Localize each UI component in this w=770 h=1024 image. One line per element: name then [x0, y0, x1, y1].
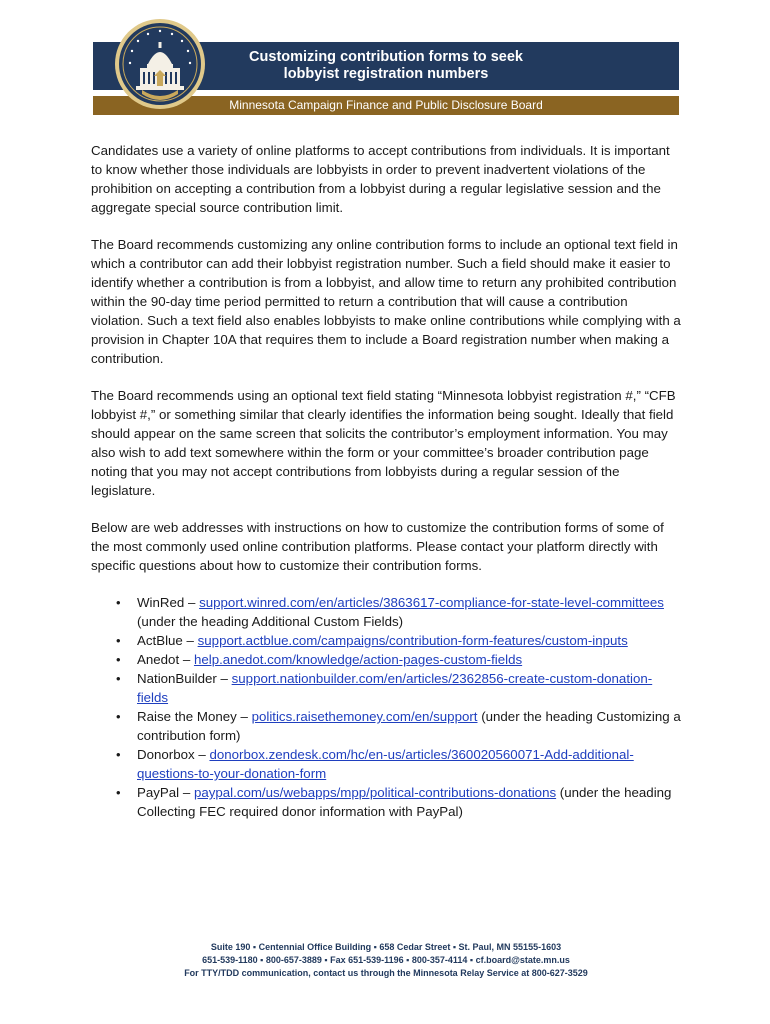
platform-name: Raise the Money [137, 709, 237, 724]
footer-contact [93, 941, 679, 980]
paypal-link[interactable]: paypal.com/us/webapps/mpp/political-contributions-donations [193, 785, 557, 800]
document-title-line2: lobbyist registration numbers [283, 66, 489, 82]
footer-phones: 651-539-1180 ▪ 800-657-3889 ▪ Fax 651-539-1196 ▪ 800-357-4114 ▪ cf.board@state.mn.us [202, 955, 570, 965]
separator: – [179, 785, 194, 800]
separator: – [184, 595, 200, 610]
raise-the-money-link[interactable]: politics.raisethemoney.com/en/support [251, 709, 478, 724]
separator: – [179, 652, 194, 667]
platform-note: (under the heading Additional Custom Fields) [137, 614, 404, 629]
platform-note: (under the heading Collecting FEC required donor information with PayPal) [137, 785, 672, 819]
actblue-link[interactable]: support.actblue.com/campaigns/contribution-form-features/custom-inputs [197, 633, 628, 648]
footer-tty: For TTY/TDD communication, contact us through the Minnesota Relay Service at 800-627-3529 [184, 968, 588, 978]
document-body [91, 141, 681, 821]
list-item-nationbuilder [91, 669, 681, 707]
platform-list [91, 593, 681, 821]
list-item-paypal [91, 783, 681, 821]
platform-name: ActBlue [137, 633, 183, 648]
list-item-raise-the-money [91, 707, 681, 745]
nationbuilder-link[interactable]: support.nationbuilder.com/en/articles/2362856-create-custom-donation-fields [137, 671, 653, 705]
document-title-line1: Customizing contribution forms to seek [249, 49, 523, 65]
platform-name: Anedot [137, 652, 180, 667]
list-item-donorbox [91, 745, 681, 783]
list-item-winred [91, 593, 681, 631]
platform-name: Donorbox [137, 747, 195, 762]
platform-name: NationBuilder [137, 671, 217, 686]
donorbox-link[interactable]: donorbox.zendesk.com/hc/en-us/articles/360020560071-Add-additional-questions-to-your-donation-form [137, 747, 634, 781]
platform-note: (under the heading Customizing a contribution form) [137, 709, 681, 743]
footer-address: Suite 190 ▪ Centennial Office Building ▪ 658 Cedar Street ▪ St. Paul, MN 55155-1603 [210, 942, 562, 952]
list-item-actblue [91, 631, 681, 650]
winred-link[interactable]: support.winred.com/en/articles/3863617-compliance-for-state-level-committees [199, 595, 664, 610]
organization-banner: Minnesota Campaign Finance and Public Disclosure Board [93, 96, 679, 115]
platform-name: PayPal [137, 785, 180, 800]
anedot-link[interactable]: help.anedot.com/knowledge/action-pages-custom-fields [193, 652, 523, 667]
capitol-seal-icon [114, 18, 206, 110]
paragraph-intro: Candidates use a variety of online platforms to accept contributions from individuals. It is important to know whether those individuals are lobbyists in order to prevent inadvertent violations of the prohibition on accepting a contribution from a lobbyist during a regular legislative session and the aggregate special source contribution limit. [91, 143, 670, 215]
list-item-anedot [91, 650, 681, 669]
paragraph-platforms-intro: Below are web addresses with instructions on how to customize the contribution forms of some of the most commonly used online contribution platforms. Please contact your platform directly with specific questions about how to customize their contribution forms. [91, 520, 664, 573]
platform-name: WinRed [137, 595, 185, 610]
separator: – [236, 709, 252, 724]
separator: – [194, 747, 210, 762]
paragraph-recommendation: The Board recommends customizing any online contribution forms to include an optional text field in which a contributor can add their lobbyist registration number. Such a field should make it easier to identify whether a contribution is from a lobbyist, and allow time to return any prohibited contribution within the 90-day time period permitted to return a contribution that will cause a contribution violation. Such a text field also enables lobbyists to make online contributions while complying with a provision in Chapter 10A that requires them to include a Board registration number when making a contribution. [91, 237, 681, 366]
paragraph-field-wording: The Board recommends using an optional text field stating “Minnesota lobbyist registration #,” “CFB lobbyist #,” or something similar that clearly identifies the information being sought. Ideally that field should appear on the same screen that solicits the contributor’s employment information. You may also wish to add text somewhere within the form or your committee’s broader contribution page noting that you may not accept contributions from lobbyists during a regular session of the legislature. [91, 388, 676, 498]
separator: – [216, 671, 232, 686]
separator: – [182, 633, 198, 648]
